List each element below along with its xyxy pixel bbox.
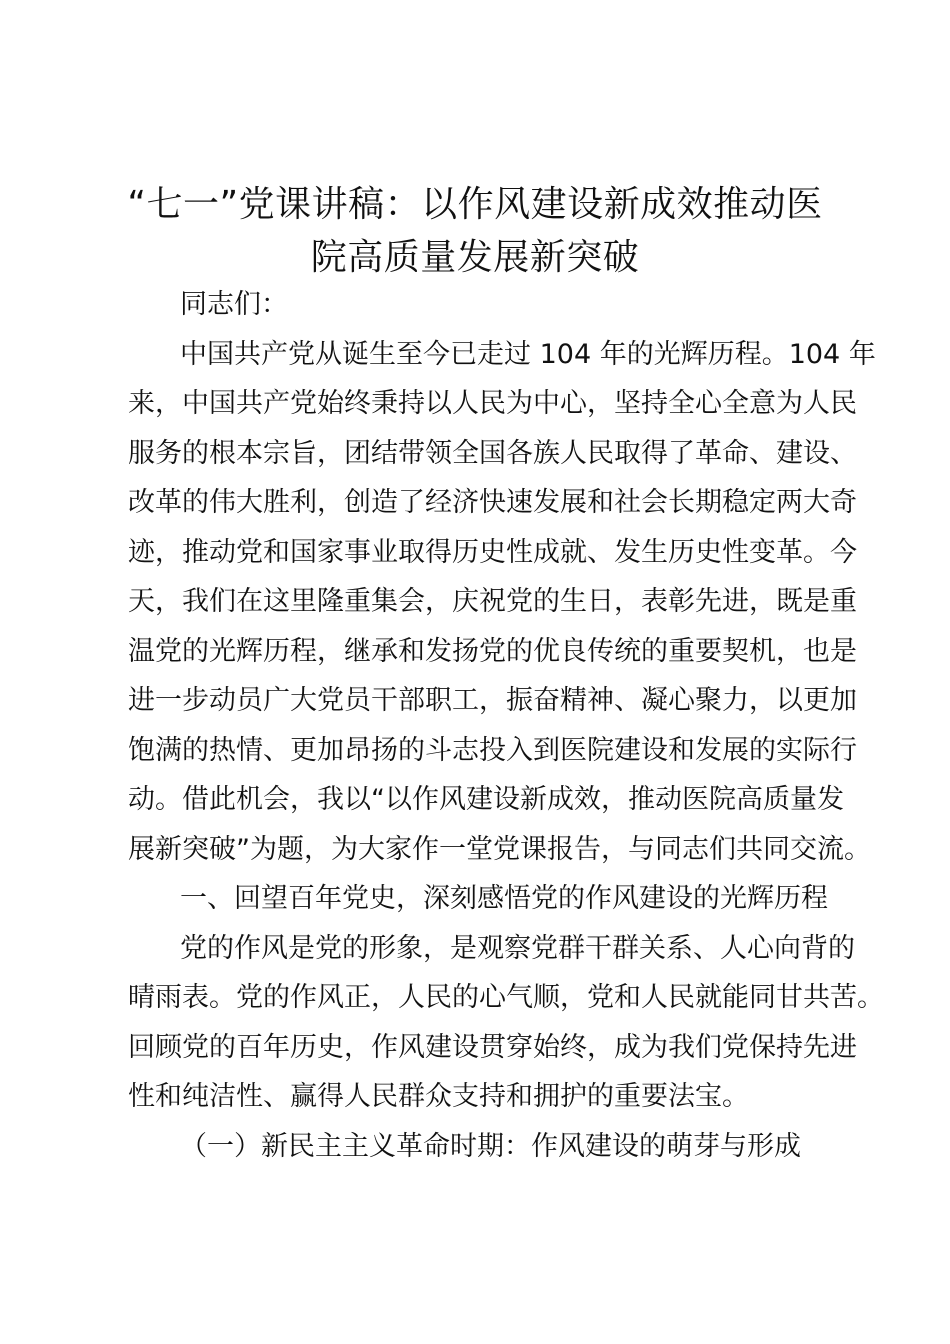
paragraph-1-line: 服务的根本宗旨，团结带领全国各族人民取得了革命、建设、 — [128, 437, 857, 469]
paragraph-1-line: 迹，推动党和国家事业取得历史性成就、发生历史性变革。今 — [128, 536, 857, 568]
paragraph-1-line: 饱满的热情、更加昂扬的斗志投入到医院建设和发展的实际行 — [128, 734, 857, 766]
title-line-2: 院高质量发展新突破 — [310, 237, 640, 278]
paragraph-1-line: 中国共产党从诞生至今已走过 104 年的光辉历程。104 年 — [180, 338, 876, 370]
paragraph-1-line: 动。借此机会，我以“以作风建设新成效，推动医院高质量发 — [128, 784, 844, 815]
document-title — [110, 178, 840, 284]
paragraph-2-line: 晴雨表。党的作风正，人民的心气顺，党和人民就能同甘共苦。 — [128, 982, 884, 1013]
paragraph-1-line: 改革的伟大胜利，创造了经济快速发展和社会长期稳定两大奇 — [128, 487, 857, 518]
paragraph-1-line: 来，中国共产党始终秉持以人民为中心，坚持全心全意为人民 — [128, 388, 857, 419]
subsection-heading-1: （一）新民主主义革命时期：作风建设的萌芽与形成 — [180, 1130, 801, 1162]
paragraph-1-line: 天，我们在这里隆重集会，庆祝党的生日，表彰先进，既是重 — [128, 586, 857, 617]
paragraph-2-line: 党的作风是党的形象，是观察党群干群关系、人心向背的 — [180, 932, 855, 964]
section-heading-1: 一、回望百年党史，深刻感悟党的作风建设的光辉历程 — [180, 883, 828, 914]
paragraph-2-line: 性和纯洁性、赢得人民群众支持和拥护的重要法宝。 — [128, 1081, 749, 1112]
paragraph-2-line: 回顾党的百年历史，作风建设贯穿始终，成为我们党保持先进 — [128, 1031, 857, 1063]
paragraph-1-line: 温党的光辉历程，继承和发扬党的优良传统的重要契机，也是 — [128, 635, 857, 667]
salutation: 同志们： — [180, 289, 288, 320]
paragraph-1-line: 展新突破”为题，为大家作一堂党课报告，与同志们共同交流。 — [128, 833, 871, 865]
document-body — [128, 280, 884, 1171]
title-line-1: “七一”党课讲稿：以作风建设新成效推动医 — [127, 184, 823, 225]
paragraph-1-line: 进一步动员广大党员干部职工，振奋精神、凝心聚力，以更加 — [128, 685, 857, 716]
